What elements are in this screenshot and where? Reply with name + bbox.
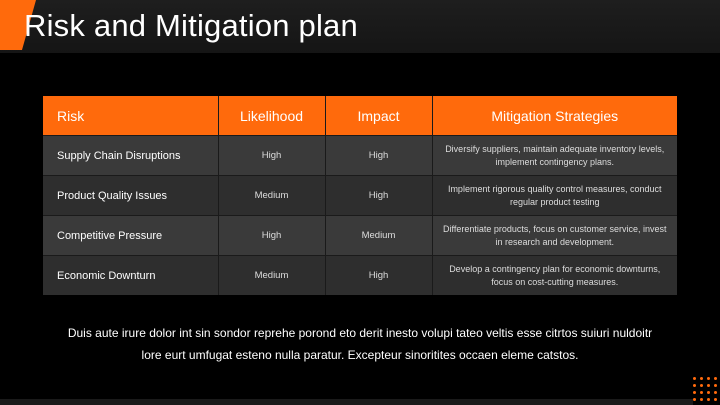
likelihood-cell: Medium — [218, 176, 325, 216]
table-header-row — [43, 96, 677, 136]
likelihood-cell: Medium — [218, 256, 325, 296]
risk-cell: Product Quality Issues — [43, 176, 218, 216]
bottom-divider — [0, 399, 693, 405]
impact-cell: Medium — [325, 216, 432, 256]
impact-cell: High — [325, 176, 432, 216]
mitigation-cell: Diversify suppliers, maintain adequate inventory levels, implement contingency plans. — [432, 136, 677, 176]
likelihood-cell: High — [218, 216, 325, 256]
mitigation-cell: Implement rigorous quality control measures, conduct regular product testing — [432, 176, 677, 216]
mitigation-cell: Develop a contingency plan for economic downturns, focus on cost-cutting measures. — [432, 256, 677, 296]
likelihood-cell: High — [218, 136, 325, 176]
footer-paragraph: Duis aute irure dolor int sin sondor reprehe porond eto derit inesto volupi tateo veltis esse citrtos suiuri nuldoitr lore eurt umfugat esteno nulla paratur. Excepteur sinoritites occaen eleme catstos. — [67, 326, 653, 362]
slide-title: Risk and Mitigation plan — [24, 8, 358, 43]
risk-cell: Economic Downturn — [43, 256, 218, 296]
table-row — [43, 136, 677, 176]
table-row — [43, 176, 677, 216]
table-row — [43, 216, 677, 256]
risk-table — [43, 96, 677, 295]
header-impact: Impact — [325, 96, 432, 136]
impact-cell: High — [325, 136, 432, 176]
header-likelihood: Likelihood — [218, 96, 325, 136]
table-row — [43, 256, 677, 296]
header-mitigation: Mitigation Strategies — [432, 96, 677, 136]
mitigation-cell: Differentiate products, focus on customer service, invest in research and development. — [432, 216, 677, 256]
orange-dot-grid — [693, 377, 720, 405]
risk-cell: Competitive Pressure — [43, 216, 218, 256]
risk-cell: Supply Chain Disruptions — [43, 136, 218, 176]
impact-cell: High — [325, 256, 432, 296]
header-risk: Risk — [43, 96, 218, 136]
